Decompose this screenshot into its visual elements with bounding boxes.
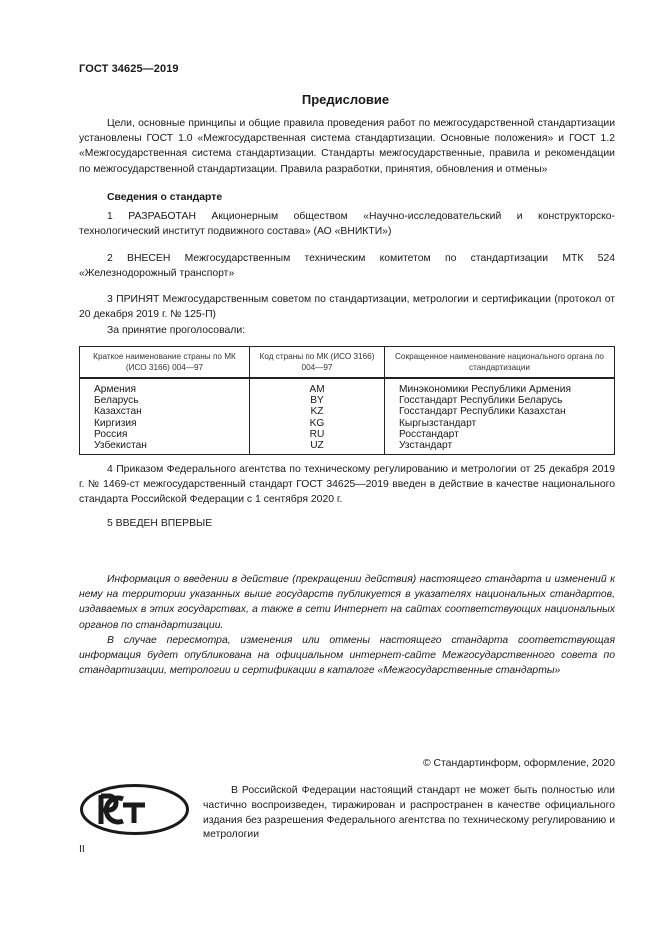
voting-countries-table — [79, 346, 615, 455]
org-cell: Узстандарт — [385, 440, 615, 455]
header-country: Краткое наименование страны по МК (ИСО 3166) 004—97 — [80, 347, 250, 379]
copyright-notice: В Российской Федерации настоящий стандарт не может быть полностью или частично воспроизведен, тиражирован и распространен в качестве официального издания без разрешения Федерального агентства по техническому регулированию и метрологии — [203, 785, 615, 841]
table-row — [80, 429, 615, 440]
code-cell: UZ — [250, 440, 385, 455]
table-row — [80, 395, 615, 406]
country-cell: Узбекистан — [80, 440, 250, 455]
header-code: Код страны по МК (ИСО 3166) 004—97 — [250, 347, 385, 379]
org-cell: Госстандарт Республики Казахстан — [385, 406, 615, 417]
org-cell: Росстандарт — [385, 429, 615, 440]
voted-label: За принятие проголосовали: — [107, 325, 246, 336]
table-row — [80, 418, 615, 429]
item-submitted: 2 ВНЕСЕН Межгосударственным техническим комитетом по стандартизации МТК 524 «Железнодорожный транспорт» — [79, 253, 615, 280]
country-cell: Россия — [80, 429, 250, 440]
table-row — [80, 406, 615, 417]
item-developed: 1 РАЗРАБОТАН Акционерным обществом «Научно-исследовательский и конструкторско-технологический институт подвижного состава» (АО «ВНИКТИ») — [79, 211, 615, 238]
org-cell: Минэкономики Республики Армения — [385, 378, 615, 395]
rst-certification-logo — [79, 783, 190, 836]
item-enacted: 4 Приказом Федерального агентства по техническому регулированию и метрологии от 25 декабря 2019 г. № 1469-ст межгосударственный стандарт ГОСТ 34625—2019 введен в действие в качестве национального стандарта Российской Федерации с 1 сентября 2020 г. — [79, 464, 615, 506]
code-cell: KG — [250, 418, 385, 429]
table-header-row — [80, 347, 615, 379]
code-cell: BY — [250, 395, 385, 406]
intro-paragraph: Цели, основные принципы и общие правила проведения работ по межгосударственной стандартизации установлены ГОСТ 1.0 «Межгосударственная система стандартизации. Основные положения» и ГОСТ 1.2 «Межгосударственная система стандартизации. Стандарты межгосударственные, правила и рекомендации по межгосударственной стандартизации. Правила разработки, принятия, обновления и отмены» — [79, 118, 615, 175]
info-italic-paragraph-1: Информация о введении в действие (прекращении действия) настоящего стандарта и изменений к нему на территории указанных выше государств публикуется в указателях национальных стандартов, издаваемых в этих государствах, а также в сети Интернет на сайтах соответствующих национальных органов по стандартизации. — [79, 574, 615, 631]
org-cell: Госстандарт Республики Беларусь — [385, 395, 615, 406]
info-italic-paragraph-2: В случае пересмотра, изменения или отмены настоящего стандарта соответствующая информация будет опубликована на официальном интернет-сайте Межгосударственного совета по стандартизации, метрологии и сертификации в каталоге «Межгосударственные стандарты» — [79, 635, 615, 677]
code-cell: RU — [250, 429, 385, 440]
table-row — [80, 440, 615, 455]
copyright-line: © Стандартинформ, оформление, 2020 — [422, 758, 615, 769]
item-adopted: 3 ПРИНЯТ Межгосударственным советом по стандартизации, метрологии и сертификации (протокол от 20 декабря 2019 г. № 125-П) — [79, 294, 615, 321]
country-cell: Киргизия — [80, 418, 250, 429]
standard-code: ГОСТ 34625—2019 — [79, 63, 179, 75]
code-cell: AM — [250, 378, 385, 395]
country-cell: Армения — [80, 378, 250, 395]
table-row — [80, 378, 615, 395]
standard-info-heading: Сведения о стандарте — [107, 192, 223, 203]
country-cell: Казахстан — [80, 406, 250, 417]
preface-title: Предисловие — [301, 92, 390, 107]
header-org: Сокращенное наименование национального органа по стандартизации — [385, 347, 615, 379]
page-number: II — [79, 844, 85, 855]
item-first-introduced: 5 ВВЕДЕН ВПЕРВЫЕ — [107, 518, 213, 529]
country-cell: Беларусь — [80, 395, 250, 406]
code-cell: KZ — [250, 406, 385, 417]
org-cell: Кыргызстандарт — [385, 418, 615, 429]
